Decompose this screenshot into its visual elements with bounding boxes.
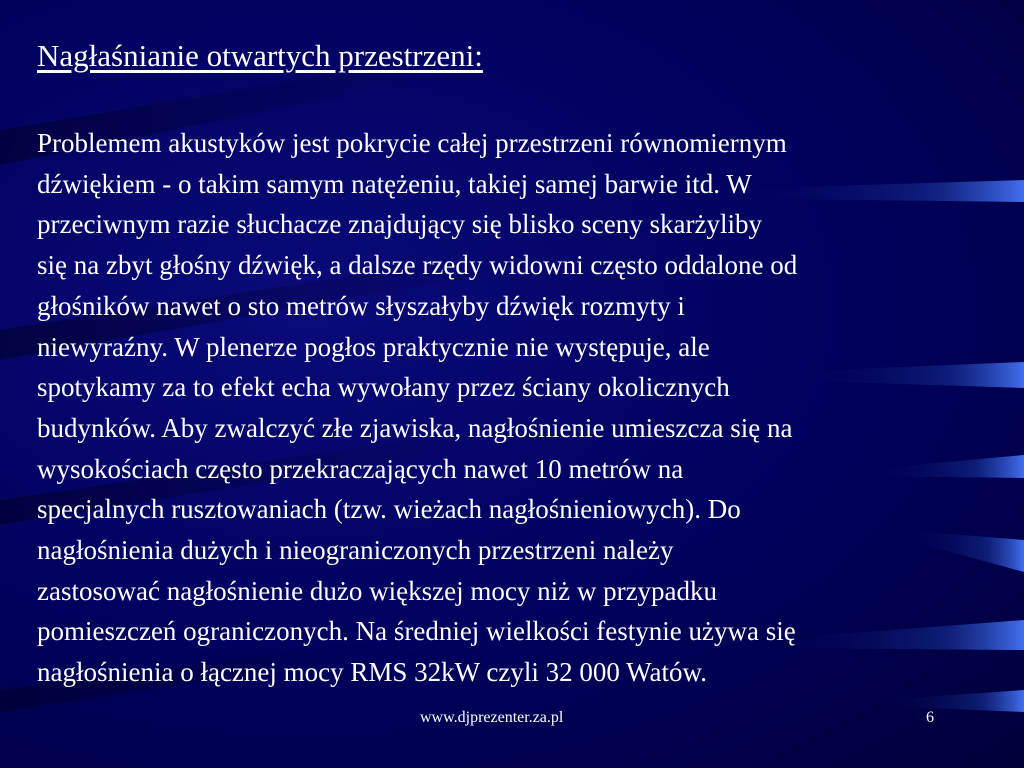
body-line: specjalnych rusztowaniach (tzw. wieżach nagłośnieniowych). Do — [37, 494, 741, 525]
body-line: przeciwnym razie słuchacze znajdujący się blisko sceny skarżyliby — [37, 209, 762, 240]
footer-url: www.djprezenter.za.pl — [420, 709, 564, 726]
body-line: budynków. Aby zwalczyć złe zjawiska, nagłośnienie umieszcza się na — [37, 412, 793, 443]
body-line: wysokościach często przekraczających nawet 10 metrów na — [37, 453, 684, 484]
body-line: dźwiękiem - o takim samym natężeniu, takiej samej barwie itd. W — [37, 168, 752, 199]
body-line: nagłośnienia o łącznej mocy RMS 32kW czyli 32 000 Watów. — [37, 657, 707, 688]
body-line: nagłośnienia dużych i nieograniczonych przestrzeni należy — [37, 535, 674, 566]
body-line: się na zbyt głośny dźwięk, a dalsze rzędy widowni często oddalone od — [37, 250, 798, 281]
slide-title: Nagłaśnianie otwartych przestrzeni: — [37, 38, 483, 73]
body-line: niewyraźny. W plenerze pogłos praktycznie nie występuje, ale — [37, 331, 710, 362]
slide-body-text — [37, 123, 1012, 693]
blue-stripe-6 — [880, 690, 1024, 712]
body-line: pomieszczeń ograniczonych. Na średniej wielkości festynie używa się — [37, 616, 796, 647]
body-line: Problemem akustyków jest pokrycie całej przestrzeni równomiernym — [37, 128, 787, 158]
body-line: głośników nawet o sto metrów słyszałyby dźwięk rozmyty i — [37, 290, 685, 321]
slide-number: 6 — [926, 709, 934, 726]
body-line: spotykamy za to efekt echa wywołany przez ściany okolicznych — [37, 372, 730, 403]
body-line: zastosować nagłośnienie dużo większej mocy niż w przypadku — [37, 575, 718, 606]
